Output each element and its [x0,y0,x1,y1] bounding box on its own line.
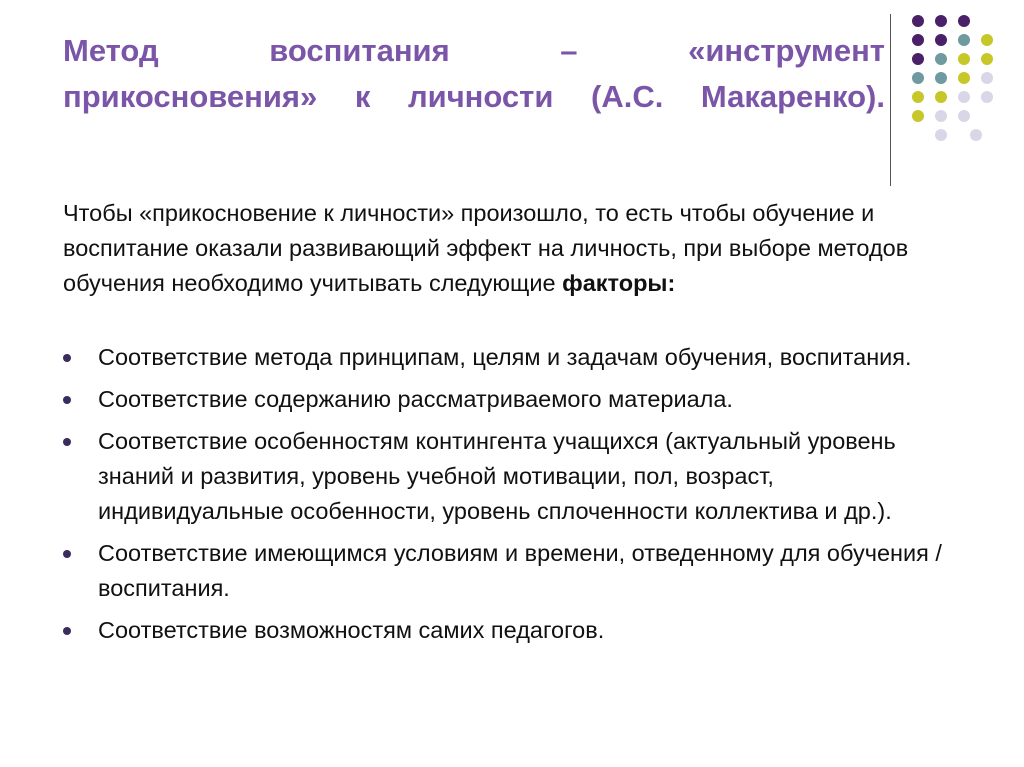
dot [935,53,947,65]
dot [981,34,993,46]
bullet-icon [63,396,71,404]
list-item-text: Соответствие метода принципам, целям и задачам обучения, воспитания. [98,344,912,370]
dot [935,34,947,46]
dot [935,15,947,27]
dot [912,15,924,27]
dot [958,53,970,65]
dot [958,91,970,103]
list-item [63,613,963,648]
list-item-text: Соответствие имеющимся условиям и времени, отведенному для обучения / воспитания. [98,540,942,601]
dot [912,34,924,46]
factors-list [63,340,963,655]
list-item [63,340,963,375]
dot [912,72,924,84]
dot [970,129,982,141]
bullet-icon [63,550,71,558]
slide-title-line-2: прикосновения» к личности (А.С. Макаренко). [63,79,885,114]
slide-title-line-1: Метод воспитания – «инструмент [63,33,885,68]
list-item [63,536,963,606]
dot [958,15,970,27]
intro-text: Чтобы «прикосновение к личности» произошло, то есть чтобы обучение и воспитание оказали развивающий эффект на личность, при выборе методов обучения необходимо учитывать следующие [63,200,909,296]
list-item-text: Соответствие возможностям самих педагогов. [98,617,605,643]
dot [912,91,924,103]
list-item-text: Соответствие особенностям контингента учащихся (актуальный уровень знаний и развития, уровень учебной мотивации, пол, возраст, индивидуальные особенности, уровень сплоченности коллектива и др.). [98,428,896,524]
bullet-icon [63,627,71,635]
dot [958,110,970,122]
list-item [63,382,963,417]
dot [912,53,924,65]
list-item [63,424,963,529]
dot [935,72,947,84]
list-item-text: Соответствие содержанию рассматриваемого материала. [98,386,733,412]
dot [981,72,993,84]
dot [981,53,993,65]
bullet-icon [63,354,71,362]
dot [912,110,924,122]
intro-bold-word: факторы: [562,270,676,296]
title-divider [890,14,891,186]
dot [958,34,970,46]
slide-title [63,28,885,120]
dot [935,110,947,122]
intro-paragraph [63,196,963,301]
dot [958,72,970,84]
dot [935,129,947,141]
dot [981,91,993,103]
bullet-icon [63,438,71,446]
dot [935,91,947,103]
decorative-dot-grid [906,11,1006,161]
